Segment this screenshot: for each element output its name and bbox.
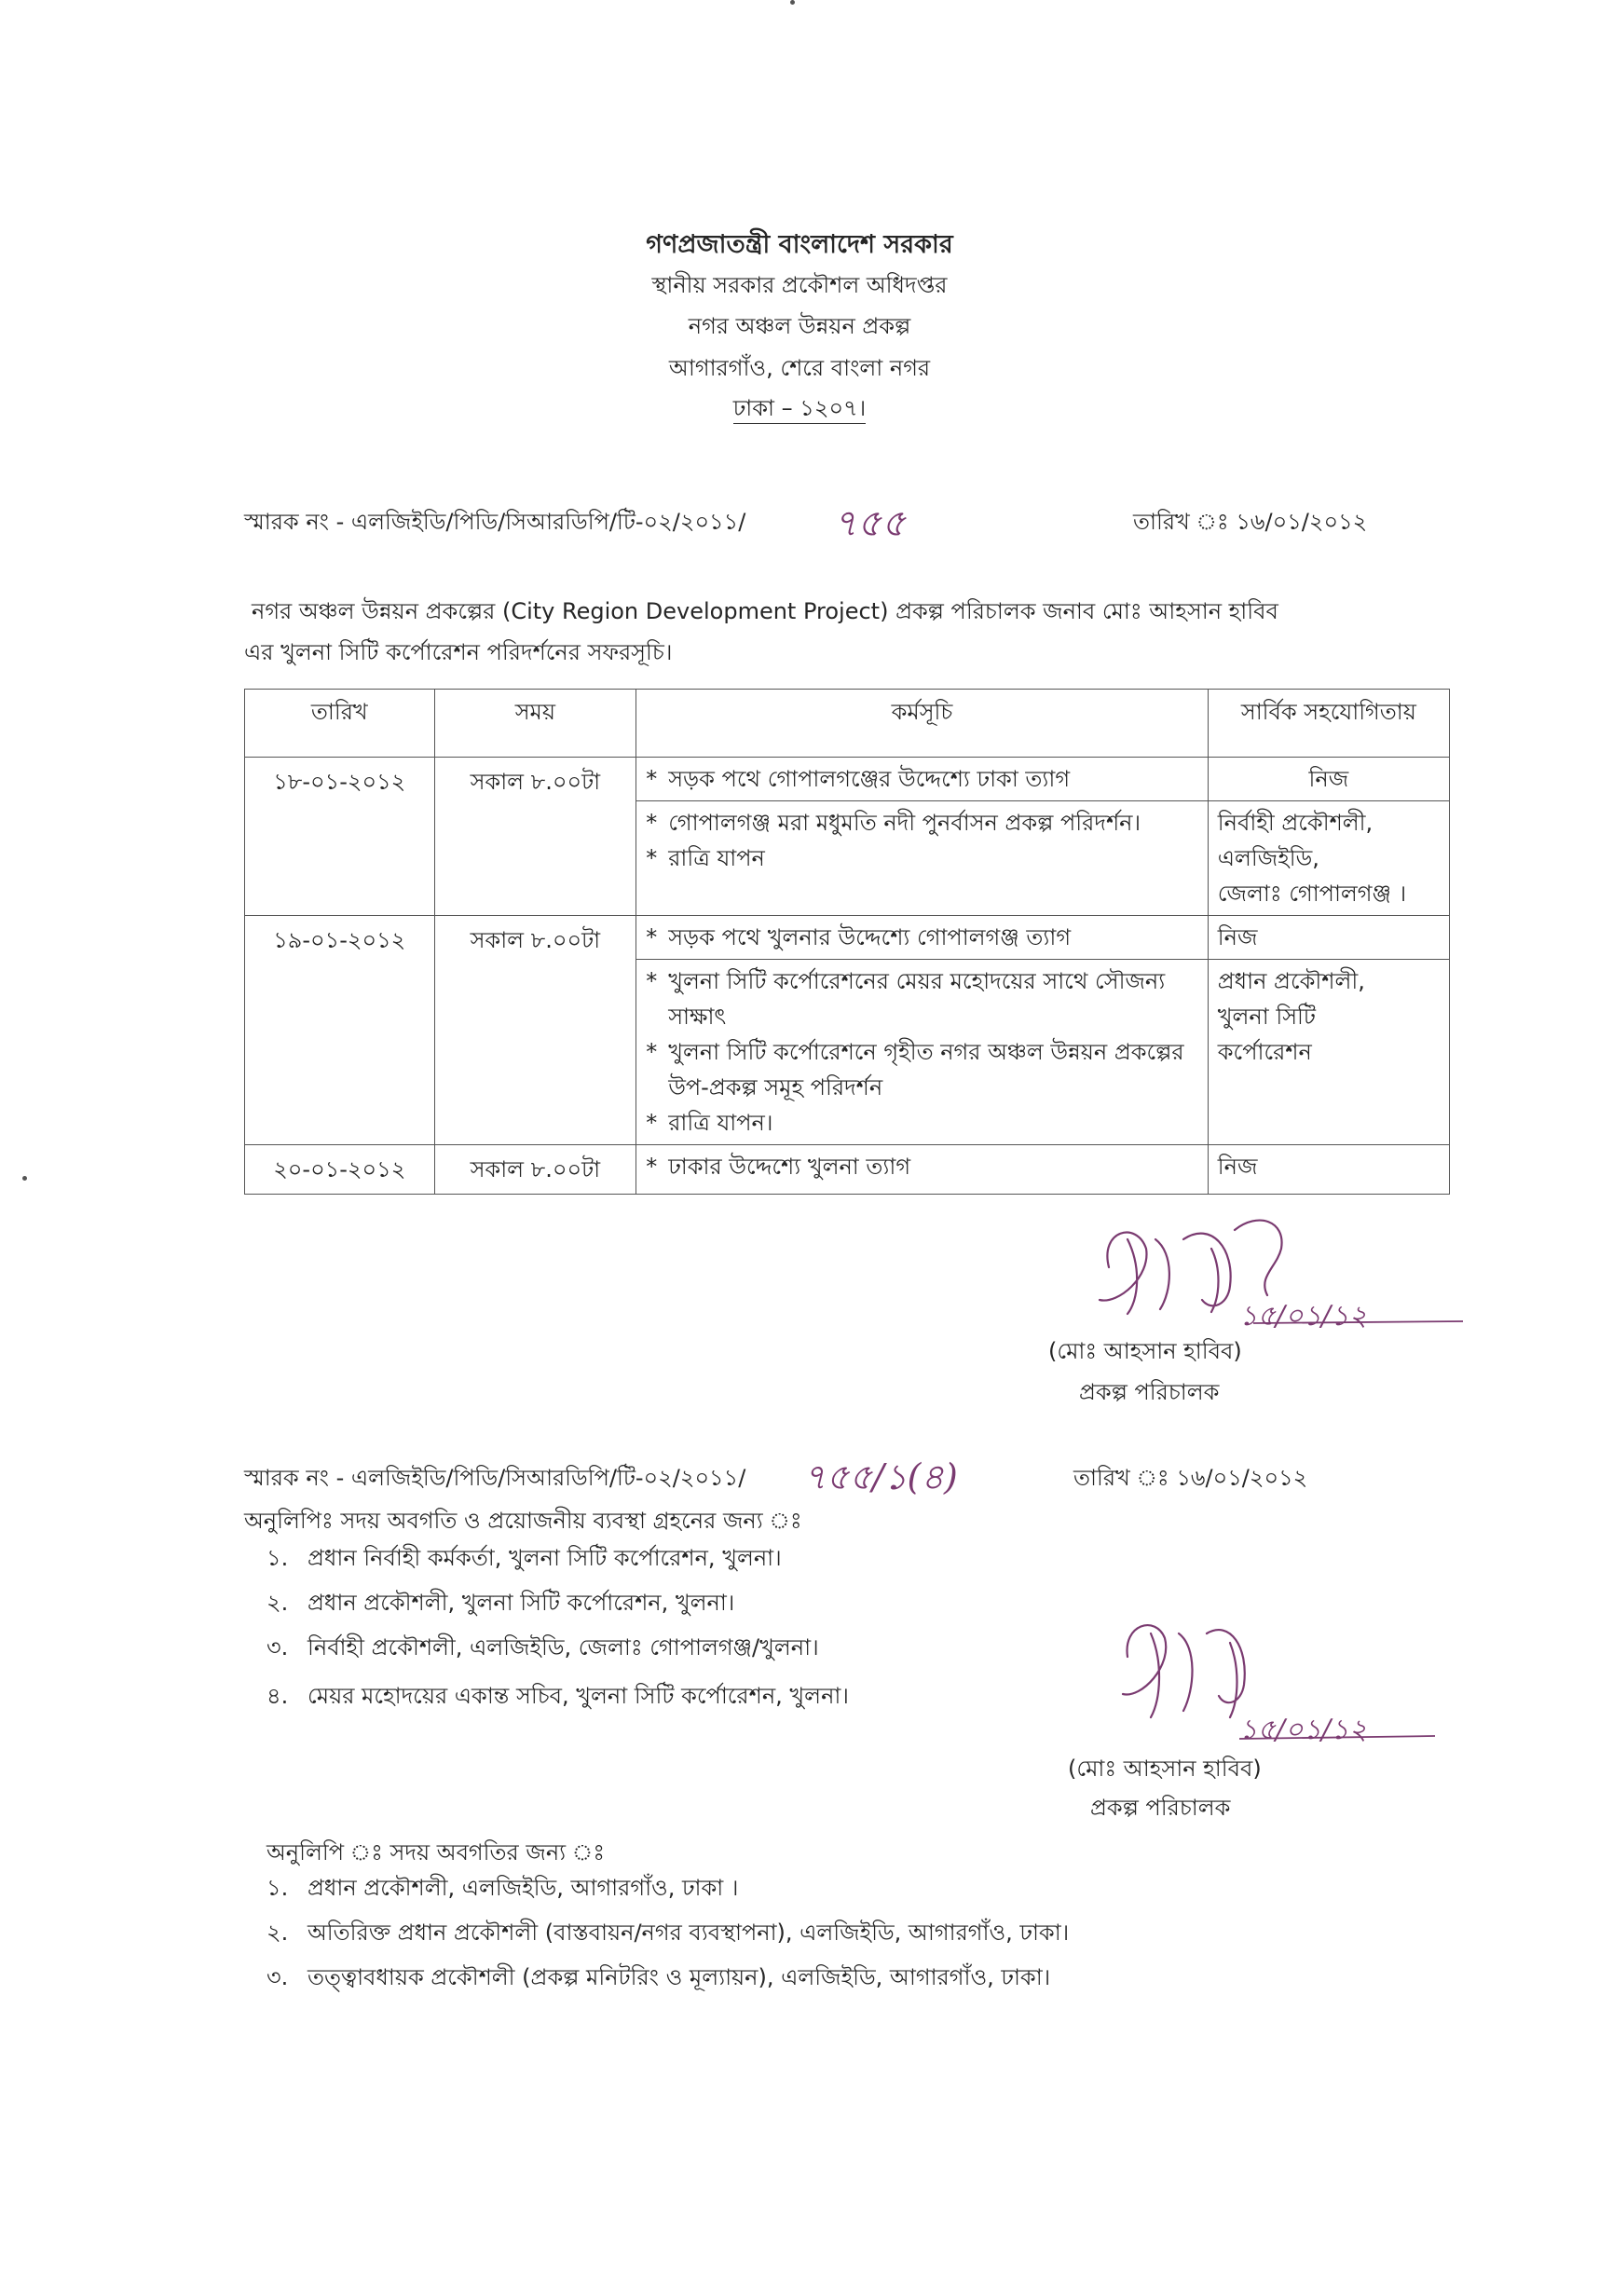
copy-heading-2: অনুলিপি ঃ সদয় অবগতির জন্য ঃ — [266, 1839, 606, 1866]
list-item — [266, 1867, 1069, 1912]
row-date: ২০-০১-২০১২ — [245, 1145, 435, 1195]
letterhead-line-1: গণপ্রজাতন্ত্রী বাংলাদেশ সরকার — [646, 230, 953, 259]
cooperation-text: নিজ — [1217, 924, 1258, 950]
row-time: সকাল ৮.০০টা — [434, 758, 636, 916]
cooperation-cell — [1208, 758, 1449, 801]
program-item: * গোপালগঞ্জ মরা মধুমতি নদী পুনর্বাসন প্রকল্প পরিদর্শন। — [646, 805, 1198, 840]
row-time: সকাল ৮.০০টা — [434, 1145, 636, 1195]
program-cell — [636, 916, 1209, 960]
list-item — [266, 1957, 1069, 2002]
cooperation-text: কর্পোরেশন — [1217, 1039, 1312, 1065]
cooperation-text: এলজিইডি, — [1217, 845, 1319, 871]
program-cell — [636, 758, 1209, 801]
cooperation-text: নির্বাহী প্রকৌশলী, — [1217, 810, 1374, 836]
letterhead-line-3: নগর অঞ্চল উন্নয়ন প্রকল্প — [688, 313, 911, 339]
cooperation-text: নিজ — [1217, 1154, 1258, 1180]
list-item-text: প্রধান প্রকৌশলী, এলজিইডি, আগারগাঁও, ঢাকা । — [308, 1875, 739, 1901]
list-item-number: ১. — [266, 1545, 289, 1571]
list-item-number: ৩. — [266, 1964, 289, 1990]
program-item: * ঢাকার উদ্দেশ্যে খুলনা ত্যাগ — [646, 1149, 1198, 1184]
tour-schedule-table — [244, 689, 1450, 1195]
program-item-text: রাত্রি যাপন। — [668, 1110, 773, 1136]
letterhead-line-4: আগারগাঁও, শেরে বাংলা নগর — [668, 355, 931, 381]
list-item — [266, 1538, 849, 1582]
list-item-text: মেয়র মহোদয়ের একান্ত সচিব, খুলনা সিটি কর্পোরেশন, খুলনা। — [308, 1683, 849, 1709]
scan-mark — [22, 1176, 27, 1181]
program-item: * সড়ক পথে খুলনার উদ্দেশ্যে গোপালগঞ্জ ত্যাগ — [646, 920, 1198, 955]
column-header-program: কর্মসূচি — [636, 690, 1209, 758]
program-cell — [636, 960, 1209, 1145]
program-cell — [636, 801, 1209, 916]
table-header-row — [245, 690, 1450, 758]
letterhead-line-2: স্থানীয় সরকার প্রকৌশল অধিদপ্তর — [651, 272, 948, 298]
cooperation-cell — [1208, 801, 1449, 916]
program-item-text: গোপালগঞ্জ মরা মধুমতি নদী পুনর্বাসন প্রকল্প পরিদর্শন। — [668, 810, 1141, 836]
copy-list-2 — [266, 1867, 1069, 2002]
table-row — [245, 758, 1450, 801]
row-time: সকাল ৮.০০টা — [434, 916, 636, 1145]
program-item-text: সড়ক পথে গোপালগঞ্জের উদ্দেশ্যে ঢাকা ত্যাগ — [668, 766, 1071, 792]
program-item-text: খুলনা সিটি কর্পোরেশনের মেয়র মহোদয়ের সাথে সৌজন্য সাক্ষাৎ — [668, 968, 1166, 1030]
signature-1-date-handwritten: ১৫/০১/১২ — [1239, 1300, 1368, 1332]
letterhead-line-5 — [0, 391, 1599, 429]
program-item: * খুলনা সিটি কর্পোরেশনের মেয়র মহোদয়ের সাথে সৌজন্য সাক্ষাৎ — [646, 964, 1198, 1034]
cooperation-text: প্রধান প্রকৌশলী, — [1217, 968, 1365, 994]
program-item: * খুলনা সিটি কর্পোরেশনে গৃহীত নগর অঞ্চল উন্নয়ন প্রকল্পের উপ-প্রকল্প সমূহ পরিদর্শন — [646, 1034, 1198, 1105]
memo-date-1: তারিখ ঃ ১৬/০১/২০১২ — [1133, 509, 1368, 535]
memo-ref-1: স্মারক নং - এলজিইডি/পিডি/সিআরডিপি/টি-০২/২০১১/ — [244, 509, 746, 535]
list-item-text: প্রধান প্রকৌশলী, খুলনা সিটি কর্পোরেশন, খুলনা। — [308, 1590, 735, 1616]
program-cell — [636, 1145, 1209, 1195]
memo-ref-1-handwritten: ৭৫৫ — [833, 502, 906, 545]
table-row — [245, 1145, 1450, 1195]
list-item-text: অতিরিক্ত প্রধান প্রকৌশলী (বাস্তবায়ন/নগর ব্যবস্থাপনা), এলজিইডি, আগারগাঁও, ঢাকা। — [308, 1920, 1070, 1946]
signature-2-title: প্রকল্প পরিচালক — [1090, 1795, 1231, 1821]
program-item-text: খুলনা সিটি কর্পোরেশনে গৃহীত নগর অঞ্চল উন্নয়ন প্রকল্পের উপ-প্রকল্প সমূহ পরিদর্শন — [668, 1039, 1184, 1100]
cooperation-cell — [1208, 916, 1449, 960]
memo-date-2: তারিখ ঃ ১৬/০১/২০১২ — [1073, 1465, 1308, 1491]
subject-line-2: এর খুলনা সিটি কর্পোরেশন পরিদর্শনের সফরসূচি। — [244, 639, 673, 665]
program-item-text: সড়ক পথে খুলনার উদ্দেশ্যে গোপালগঞ্জ ত্যাগ — [668, 924, 1072, 950]
program-item-text: ঢাকার উদ্দেশ্যে খুলনা ত্যাগ — [668, 1154, 911, 1180]
program-item-text: রাত্রি যাপন — [668, 845, 765, 871]
cooperation-text: জেলাঃ গোপালগঞ্জ । — [1217, 881, 1407, 907]
signature-2-date-handwritten: ১৫/০১/১২ — [1239, 1714, 1368, 1746]
copy-heading-1: অনুলিপিঃ সদয় অবগতি ও প্রয়োজনীয় ব্যবস্থা গ্রহনের জন্য ঃ — [244, 1508, 802, 1534]
scan-mark — [790, 0, 795, 5]
list-item-text: প্রধান নির্বাহী কর্মকর্তা, খুলনা সিটি কর্পোরেশন, খুলনা। — [308, 1545, 782, 1571]
copy-list-1 — [266, 1538, 849, 1720]
cooperation-text: খুলনা সিটি — [1217, 1004, 1316, 1030]
column-header-time: সময় — [434, 690, 636, 758]
list-item-text: নির্বাহী প্রকৌশলী, এলজিইডি, জেলাঃ গোপালগঞ্জ/খুলনা। — [308, 1634, 819, 1660]
list-item-number: ৪. — [266, 1683, 289, 1709]
program-item: * রাত্রি যাপন — [646, 840, 1198, 876]
signature-1-name: (মোঃ আহসান হাবিব) — [1048, 1338, 1242, 1364]
memo-ref-2-handwritten: ৭৫৫/১(৪) — [803, 1456, 958, 1497]
list-item — [266, 1912, 1069, 1957]
program-item: * রাত্রি যাপন। — [646, 1105, 1198, 1141]
list-item-text: তত্ত্বাবধায়ক প্রকৌশলী (প্রকল্প মনিটরিং ও মূল্যায়ন), এলজিইডি, আগারগাঁও, ঢাকা। — [308, 1964, 1051, 1990]
list-item — [266, 1582, 849, 1627]
program-item: * সড়ক পথে গোপালগঞ্জের উদ্দেশ্যে ঢাকা ত্যাগ — [646, 761, 1198, 797]
letterhead-city: ঢাকা – ১২০৭। — [733, 395, 867, 424]
list-item — [266, 1627, 849, 1672]
list-item-number: ৩. — [266, 1634, 289, 1660]
cooperation-cell — [1208, 1145, 1449, 1195]
cooperation-cell — [1208, 960, 1449, 1145]
list-item-number: ২. — [266, 1590, 289, 1616]
memo-ref-2: স্মারক নং - এলজিইডি/পিডি/সিআরডিপি/টি-০২/২০১১/ — [244, 1465, 746, 1491]
row-date: ১৮-০১-২০১২ — [245, 758, 435, 916]
list-item-number: ১. — [266, 1875, 289, 1901]
list-item — [266, 1675, 849, 1720]
table-row — [245, 916, 1450, 960]
subject-line-1: নগর অঞ্চল উন্নয়ন প্রকল্পের (City Region Development Project) প্রকল্প পরিচালক জনাব মোঃ আহসান হাবিব — [252, 598, 1278, 624]
row-date: ১৯-০১-২০১২ — [245, 916, 435, 1145]
column-header-cooperation: সার্বিক সহযোগিতায় — [1208, 690, 1449, 758]
signature-1-title: প্রকল্প পরিচালক — [1079, 1379, 1220, 1405]
signature-2-name: (মোঃ আহসান হাবিব) — [1068, 1756, 1262, 1782]
cooperation-text: নিজ — [1308, 766, 1349, 792]
column-header-date: তারিখ — [245, 690, 435, 758]
list-item-number: ২. — [266, 1920, 289, 1946]
